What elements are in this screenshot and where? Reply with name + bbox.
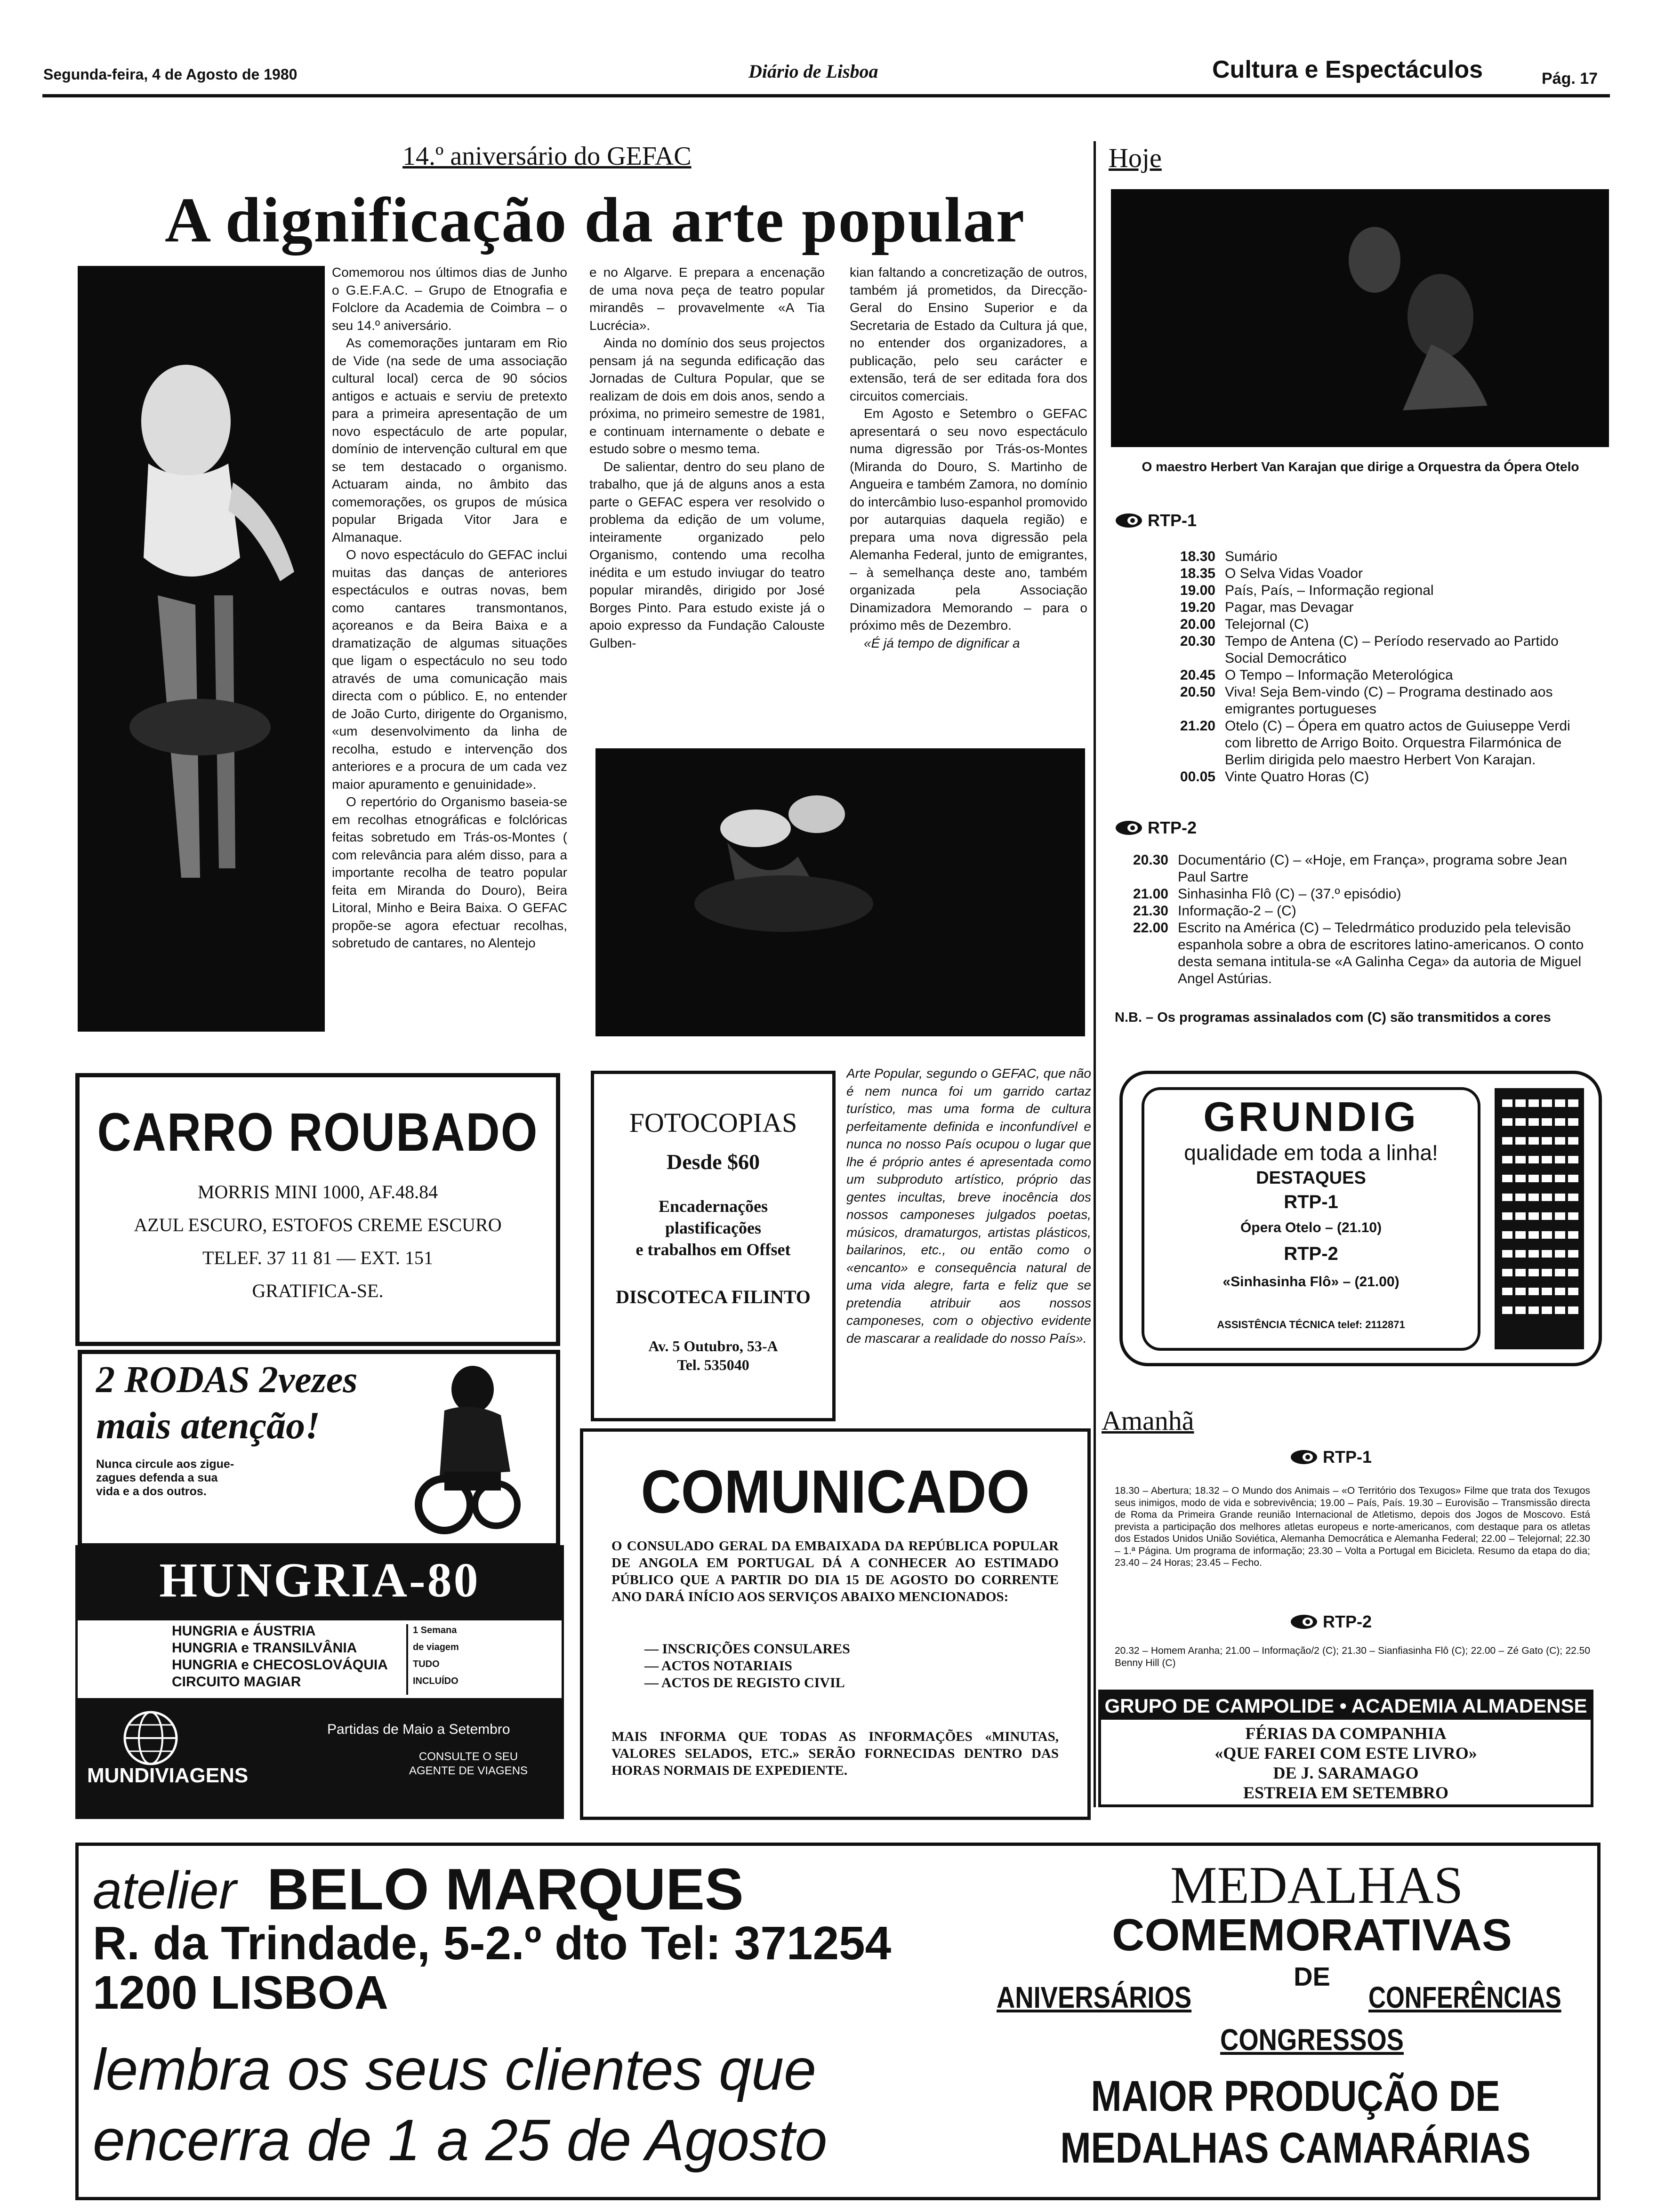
ad-comunicado [580, 1428, 1091, 1820]
paragraph: De salientar, dentro do seu plano de trabalho, que já de alguns anos a esta parte o GEFAC espera ver resolvido o problema da edição de um volume, inteiramente organizado pelo Organismo, contendo uma recolha inédita e um estudo inviugar do teatro popular mirandês, dirigido por José Borges Pinto. Para estudo existe já o apoio expresso da Fundação Calouste Gulben- [589, 459, 825, 650]
paragraph: O novo espectáculo do GEFAC inclui muitas das danças de anteriores espectáculos e outras novas, bem como cantares transmontanos, açoreanos e da Beira Baixa e a dramatização de algumas situações que ligam o espectáculo no seu todo através de uma comunicação mais directa com o público. E, no entender de João Curto, dirigente do Organismo, «um desenvolvimento da linha de recolha, estudo e intervenção dos anteriores e a procura de um cada vez maior apuramento e genuinidade». [332, 547, 567, 792]
ad-rodas-small: Nunca circule aos zigue-zagues defenda a sua vida e a dos outros. [96, 1458, 234, 1498]
tv-programme-text: O Tempo – Informação Meterológica [1225, 667, 1453, 683]
ad-campolide-line: DE J. SARAMAGO [1273, 1763, 1419, 1782]
tv-programme-time: 20.45 [1180, 667, 1215, 683]
tv-tomorrow-title: Amanhã [1102, 1405, 1194, 1436]
paragraph: kian faltando a concretização de outros, também já prometidos, da Direcção-Geral do Ensino Superior e da Secretaria de Estado da Cultura já que, no entender dos organizadores, a publicação, pelo seu carácter e extensão, terá de ser editada fora dos circuitos comerciais. [850, 265, 1087, 403]
tv-rtp2-heading [1115, 818, 1197, 838]
tv-programme-time: 21.00 [1133, 886, 1168, 902]
ad-grundig-line2: «Sinhasinha Flô» – (21.00) [1223, 1274, 1400, 1290]
ad-fotocopias-service: Encadernações [659, 1197, 768, 1216]
page-number: Pág. 17 [1542, 70, 1598, 88]
ad-grundig-destaques: DESTAQUES [1256, 1168, 1366, 1188]
tv-control-panel [1495, 1088, 1584, 1349]
paragraph: O repertório do Organismo baseia-se em recolhas etnográficas e folclóricas feitas sobretudo em Trás-os-Montes ( com relevância para além disso, para a importante recolha de teatro popular feita em Miranda do Douro), Beira Litoral, Minho e Beira Baixa. O GEFAC propõe-se agora efectuar recolhas, sobretudo de cantares, no Alentejo [332, 794, 567, 950]
paragraph: «É já tempo de dignificar a [864, 635, 1020, 650]
ad-belo-address: R. da Trindade, 5-2.º dto Tel: 371254 [93, 1917, 892, 1970]
ad-carro-line: TELEF. 37 11 81 — EXT. 151 [202, 1247, 434, 1268]
ad-comunicado-item: — ACTOS DE REGISTO CIVIL [644, 1675, 845, 1691]
tv-programme-text: Vinte Quatro Horas (C) [1225, 769, 1369, 785]
ad-hungria-consult: CONSULTE O SEU AGENTE DE VIAGENS [409, 1750, 528, 1777]
tv-tomorrow-rtp1-label: RTP-1 [1323, 1447, 1372, 1467]
ad-belo-line5: encerra de 1 a 25 de Agosto [93, 2108, 828, 2173]
ad-campolide-line: FÉRIAS DA COMPANHIA [1245, 1724, 1447, 1743]
tv-programme-time: 00.05 [1180, 769, 1215, 785]
tv-programme-text: Viva! Seja Bem-vindo (C) – Programa destinado aos emigrantes portugueses [1225, 684, 1553, 717]
ad-campolide-line: ESTREIA EM SETEMBRO [1243, 1783, 1449, 1802]
ad-medalhas-center: CONGRESSOS [1220, 2023, 1404, 2057]
paragraph: Em Agosto e Setembro o GEFAC apresentará o seu novo espectáculo numa digressão por Trás-os-Montes (Miranda do Douro, S. Martinho de Angueira e também Zamora, no domínio do intercâmbio luso-espanhol promovido por autarquias daquela região) e prepara uma nova digressão pela Alemanha Federal, junto de emigrantes, – à semelhança deste ano, também organizada pela Associação Dinamizadora Memorando – para o próximo mês de Dezembro. [850, 406, 1087, 633]
article-column-1 [332, 264, 567, 1040]
tv-programme-time: 18.30 [1180, 549, 1215, 564]
ad-carro-line: AZUL ESCURO, ESTOFOS CREME ESCURO [134, 1214, 502, 1235]
ad-fotocopias-service: plastificações [665, 1218, 761, 1237]
ad-comunicado-title: COMUNICADO [641, 1458, 1030, 1526]
tv-rtp1-heading [1115, 511, 1197, 530]
paragraph: Arte Popular, segundo o GEFAC, que não é nem nunca foi um garrido cartaz turístico, mas uma forma de cultura perfeitamente definida e inconfundível e nunca no nosso País ocupou o lugar que lhe é próprio antes é apresentada como um subproduto artístico, próprio das gentes incultas, breve inocência dos nossos camponeses julgados poetas, músicos, dramaturgos, artistas plásticos, bailarinos, etc., ou então como o «encanto» e consequência natural de uma vida alegre, farta e feliz que se pretendia atribuir aos nossos camponeses, com o objectivo evidente de mascarar a realidade do nosso País». [846, 1066, 1091, 1346]
article-photo-dancer [78, 266, 325, 1032]
article-photo-dance-group [595, 748, 1085, 1036]
tv-programme-time: 22.00 [1133, 920, 1168, 936]
ad-grundig-line1: Ópera Otelo – (21.10) [1240, 1220, 1382, 1235]
ad-hungria-brand: MUNDIVIAGENS [87, 1764, 249, 1787]
tv-programme-row [1153, 769, 1596, 785]
ad-comunicado-item: — ACTOS NOTARIAIS [644, 1658, 792, 1674]
tv-programme-row [1153, 684, 1596, 718]
ad-comunicado-body: O CONSULADO GERAL DA EMBAIXADA DA REPÚBLICA POPULAR DE ANGOLA EM PORTUGAL DÁ A CONHECER AO ESTIMADO PÚBLICO QUE A PARTIR DO DIA 15 DE AGOSTO DO CORRENTE ANO DARÁ INÍCIO AOS SERVIÇOS ABAIXO MENCIONADOS: [611, 1539, 1059, 1604]
ad-hungria-departures: Partidas de Maio a Setembro [327, 1722, 510, 1737]
ad-rodas-line1: 2 RODAS 2vezes [96, 1359, 358, 1401]
paragraph: e no Algarve. E prepara a encenação de uma nova peça de teatro popular mirandês – provavelmente «A Tia Lucrécia». [589, 265, 825, 333]
tv-today-title: Hoje [1109, 143, 1162, 173]
tv-tomorrow-rtp1-text: 18.30 – Abertura; 18.32 – O Mundo dos Animais – «O Território dos Texugos» Filme que trata dos Texugos seus inimigos, modo de vida e sobrevivência; 19.00 – País, País. 19.30 – Eurovisão – Transmissão directa de Roma da Primeira Grande reunião Internacional de Atletismo, depois dos Jogos de Moscovo. Está prevista a participação dos melhores atletas europeus e norte-americanos, com destaque para os atletas dos Estados Unidos União Soviética, Alemanha Democrática e Alemanha Federal; 22.00 – Telejornal; 22.30 – 1.ª Página. Um programa de informação; 23.30 – Volta a Portugal em Bicicleta. Resumo da etapa do dia; 23.40 – 24 Horas; 23.45 – Fecho. [1115, 1485, 1590, 1568]
tv-programme-text: País, País, – Informação regional [1225, 583, 1434, 598]
tv-rtp2-label: RTP-2 [1148, 818, 1197, 837]
tv-programme-time: 18.35 [1180, 566, 1215, 581]
rtp-eye-logo-icon [1115, 819, 1143, 836]
ad-grundig-footer: ASSISTÊNCIA TÉCNICA telef: 2112871 [1217, 1319, 1405, 1330]
tv-tomorrow-rtp2-heading [1290, 1612, 1372, 1632]
ad-belo-city: 1200 LISBOA [93, 1966, 389, 2019]
rtp-eye-logo-icon [1290, 1449, 1318, 1466]
ad-hungria-panel [78, 1620, 562, 1698]
tv-rtp2-schedule [1106, 852, 1596, 987]
tv-programme-row [1153, 582, 1596, 599]
tv-programme-time: 20.30 [1133, 852, 1168, 868]
article-kicker: 14.º aniversário do GEFAC [402, 142, 692, 171]
article-headline: A dignificação da arte popular [165, 185, 1026, 256]
header-date: Segunda-feira, 4 de Agosto de 1980 [43, 66, 298, 83]
ad-hungria-item: HUNGRIA e ÁUSTRIA [172, 1623, 316, 1639]
ad-medalhas-left: ANIVERSÁRIOS [997, 1980, 1192, 2014]
tv-programme-text: Pagar, mas Devagar [1225, 600, 1354, 615]
article-column-2 [589, 264, 825, 739]
tv-programme-time: 20.50 [1180, 684, 1215, 700]
ad-fotocopias-title: FOTOCOPIAS [629, 1107, 797, 1138]
ad-campolide-title: GRUPO DE CAMPOLIDE • ACADEMIA ALMADENSE [1101, 1692, 1591, 1720]
ad-carro-line: GRATIFICA-SE. [252, 1280, 384, 1301]
tv-programme-row [1153, 548, 1596, 565]
ad-bottom-frame [75, 1843, 1601, 2200]
ad-belo-line1-atelier: atelier [93, 1861, 237, 1920]
tv-tomorrow-rtp2-text: 20.32 – Homem Aranha; 21.00 – Informação/2 (C); 21.30 – Sianfiasinha Flô (C); 22.00 – Zé Gato (C); 22.50 Benny Hill (C) [1115, 1645, 1590, 1668]
paragraph: Ainda no domínio dos seus projectos pensam já na segunda edificação das Jornadas de Cultura Popular, que se realizam de dois em dois anos, sendo a próxima, no primeiro semestre de 1981, e continuam internamente o debate e estudo sobre o mesmo tema. [589, 336, 825, 456]
tv-programme-time: 20.00 [1180, 617, 1215, 632]
ad-belo-line1-name: BELO MARQUES [267, 1857, 744, 1922]
ad-fotocopias-tel: Tel. 535040 [677, 1356, 749, 1373]
tv-programme-row [1153, 633, 1596, 667]
tv-programme-time: 19.00 [1180, 583, 1215, 598]
ad-medalhas-sub: COMEMORATIVAS [1112, 1910, 1512, 1960]
tv-programme-text: Otelo (C) – Ópera em quatro actos de Guiuseppe Verdi com libretto de Arrigo Boito. Orquestra Filarmónica de Berlim dirigida pelo maestro Herbert Von Karajan. [1225, 718, 1570, 768]
ad-carro-roubado [75, 1073, 560, 1346]
tv-programme-row [1153, 616, 1596, 633]
masthead: Diário de Lisboa [748, 61, 878, 82]
tv-rtp1-schedule [1153, 548, 1596, 785]
tv-programme-row [1153, 718, 1596, 769]
rtp-eye-logo-icon [1290, 1613, 1318, 1630]
tv-note: N.B. – Os programas assinalados com (C) são transmitidos a cores [1115, 1010, 1551, 1025]
article-column-3 [850, 264, 1087, 739]
tv-programme-text: Escrito na América (C) – Teledrmático produzido pela televisão espanhola sobre a obra de escritores latino-americanos. O conto desta semana intitula-se «A Galinha Cega» da autoria de Miguel Angel Astúrias. [1178, 920, 1584, 986]
tv-rtp1-label: RTP-1 [1148, 511, 1197, 530]
section-title: Cultura e Espectáculos [1212, 56, 1483, 83]
ad-fotocopias-price: Desde $60 [666, 1150, 760, 1174]
tv-programme-row [1153, 565, 1596, 582]
ad-fotocopias-shop: DISCOTECA FILINTO [616, 1286, 811, 1307]
globe-icon [122, 1710, 179, 1766]
tv-photo-karajan [1111, 189, 1609, 447]
ad-hungria-side: de viagem [413, 1642, 459, 1652]
tv-programme-time: 21.20 [1180, 718, 1215, 734]
ad-hungria-item: HUNGRIA e TRANSILVÂNIA [172, 1640, 357, 1656]
motorcyclist-image [402, 1363, 524, 1538]
ad-grundig [1119, 1071, 1602, 1366]
tv-tomorrow-rtp2-label: RTP-2 [1323, 1612, 1372, 1631]
ad-hungria-side: 1 Semana [413, 1625, 457, 1635]
ad-2-rodas [78, 1350, 560, 1547]
ad-belo-line4: lembra os seus clientes que [93, 2037, 817, 2102]
ad-grundig-rtp1: RTP-1 [1284, 1192, 1338, 1212]
tv-programme-time: 21.30 [1133, 903, 1168, 919]
ad-fotocopias [591, 1071, 836, 1421]
ad-hungria-side: INCLUÍDO [413, 1676, 458, 1686]
ad-medalhas-line1: MAIOR PRODUÇÃO DE [1091, 2072, 1500, 2120]
column-divider [1094, 141, 1096, 1807]
ad-hungria-title: HUNGRIA-80 [159, 1553, 480, 1607]
ad-hungria-item: HUNGRIA e CHECOSLOVÁQUIA [172, 1657, 388, 1673]
tv-programme-row [1153, 667, 1596, 684]
ad-campolide [1098, 1690, 1593, 1807]
ad-fotocopias-address: Av. 5 Outubro, 53-A [648, 1338, 778, 1354]
tv-programme-text: Sumário [1225, 549, 1278, 564]
tv-programme-time: 20.30 [1180, 633, 1215, 649]
ad-carro-line: MORRIS MINI 1000, AF.48.84 [197, 1181, 438, 1202]
ad-grundig-rtp2: RTP-2 [1284, 1243, 1338, 1264]
tv-programme-row [1153, 599, 1596, 616]
tv-programme-row [1106, 903, 1596, 920]
tv-tomorrow-rtp1-heading [1290, 1447, 1372, 1467]
article-continuation [846, 1065, 1091, 1413]
ad-campolide-line: «QUE FAREI COM ESTE LIVRO» [1215, 1744, 1477, 1763]
ad-medalhas-title: MEDALHAS [1170, 1856, 1464, 1915]
tv-programme-time: 19.20 [1180, 600, 1215, 615]
ad-grundig-slogan: qualidade em toda a linha! [1184, 1140, 1438, 1165]
ad-hungria-side: TUDO [413, 1659, 440, 1669]
ad-grundig-brand: GRUNDIG [1203, 1093, 1419, 1140]
tv-programme-text: Informação-2 – (C) [1178, 903, 1296, 919]
rtp-eye-logo-icon [1115, 512, 1143, 529]
tv-programme-row [1106, 852, 1596, 886]
ad-medalhas-line2: MEDALHAS CAMARÁRIAS [1060, 2124, 1531, 2172]
paragraph: As comemorações juntaram em Rio de Vide (na sede de uma associação cultural local) cerca de 90 sócios antigos e actuais e serviu de pretexto para a primeira apresentação de um novo espectáculo de arte popular, domínio de intervenção cultural em que se tem destacado o organismo. Actuaram ainda, no âmbito das comemorações, os grupos de música popular Brigada Vitor Jara e Almanaque. [332, 336, 567, 545]
ad-rodas-line2: mais atenção! [96, 1404, 321, 1447]
tv-programme-text: O Selva Vidas Voador [1225, 566, 1363, 581]
ad-carro-title: CARRO ROUBADO [97, 1102, 539, 1163]
tv-photo-caption: O maestro Herbert Van Karajan que dirige a Orquestra da Ópera Otelo [1142, 459, 1579, 474]
ad-medalhas-right: CONFERÊNCIAS [1368, 1980, 1561, 2014]
tv-programme-text: Documentário (C) – «Hoje, em França», programa sobre Jean Paul Sartre [1178, 852, 1568, 885]
ad-comunicado-footer: MAIS INFORMA QUE TODAS AS INFORMAÇÕES «MINUTAS, VALORES SELADOS, ETC.» SERÃO FORNECIDAS DENTRO DAS HORAS NORMAIS DE EXPEDIENTE. [611, 1729, 1059, 1778]
tv-programme-text: Telejornal (C) [1225, 617, 1309, 632]
ad-hungria-item: CIRCUITO MAGIAR [172, 1674, 301, 1690]
ad-fotocopias-service: e trabalhos em Offset [635, 1240, 791, 1259]
ad-medalhas-de: DE [1294, 1962, 1330, 1991]
tv-programme-row [1106, 920, 1596, 987]
ad-hungria-80 [75, 1545, 564, 1819]
tv-programme-text: Tempo de Antena (C) – Período reservado ao Partido Social Democrático [1225, 633, 1559, 666]
paragraph: Comemorou nos últimos dias de Junho o G.E.F.A.C. – Grupo de Etnografia e Folclore da Academia de Coimbra – o seu 14.º aniversário. [332, 265, 567, 333]
tv-programme-text: Sinhasinha Flô (C) – (37.º episódio) [1178, 886, 1401, 902]
ad-hungria-divider [406, 1624, 408, 1695]
header-rule [42, 94, 1610, 97]
tv-programme-row [1106, 886, 1596, 903]
ad-comunicado-item: — INSCRIÇÕES CONSULARES [644, 1641, 850, 1657]
